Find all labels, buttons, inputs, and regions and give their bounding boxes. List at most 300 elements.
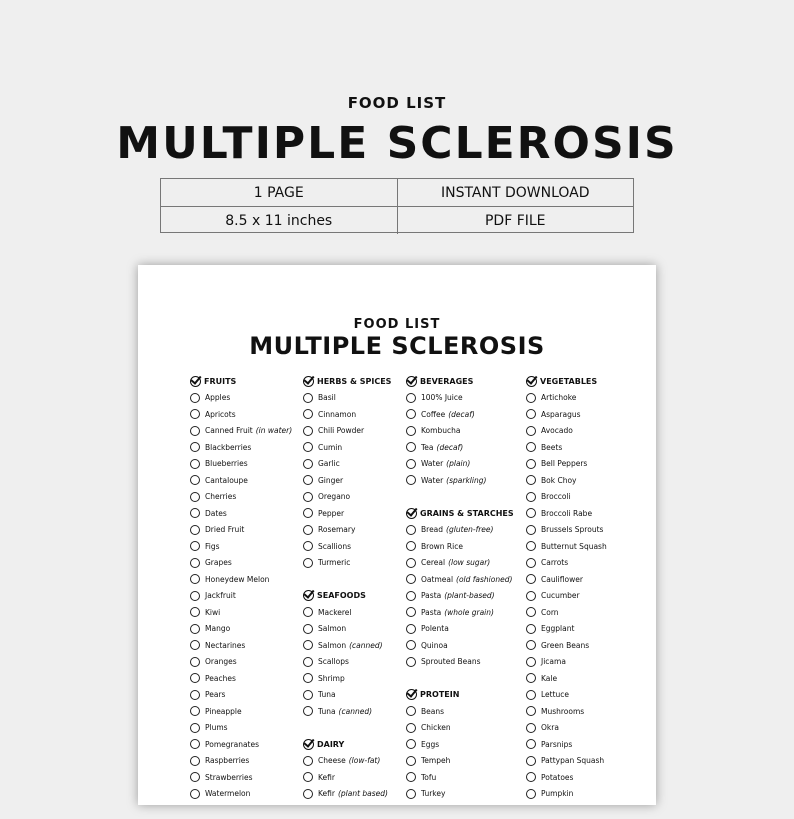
food-item[interactable] xyxy=(406,703,514,720)
checkbox-circle[interactable] xyxy=(526,508,536,518)
food-item[interactable] xyxy=(190,654,292,671)
food-name: Pasta xyxy=(421,591,442,601)
food-item[interactable] xyxy=(406,720,514,737)
food-item[interactable] xyxy=(526,406,607,423)
checkbox-circle[interactable] xyxy=(303,475,313,485)
checkbox-circle[interactable] xyxy=(190,558,200,568)
checkbox-circle[interactable] xyxy=(406,525,416,535)
food-item[interactable] xyxy=(190,687,292,704)
food-item[interactable] xyxy=(406,522,514,539)
food-name: Oregano xyxy=(318,492,351,502)
checkbox-circle[interactable] xyxy=(190,624,200,634)
food-item[interactable] xyxy=(526,621,607,638)
food-item[interactable] xyxy=(526,555,607,572)
food-name: Jackfruit xyxy=(205,591,236,601)
food-item[interactable] xyxy=(406,423,514,440)
food-item[interactable] xyxy=(303,555,391,572)
food-item[interactable] xyxy=(303,769,391,786)
checkbox-circle[interactable] xyxy=(526,739,536,749)
checkbox-circle[interactable] xyxy=(303,508,313,518)
checkbox-circle[interactable] xyxy=(190,574,200,584)
food-item[interactable] xyxy=(190,423,292,440)
food-name: Okra xyxy=(541,723,559,733)
checkbox-circle[interactable] xyxy=(406,459,416,469)
food-name: Artichoke xyxy=(541,393,577,403)
checkbox-circle[interactable] xyxy=(190,591,200,601)
checkbox-circle[interactable] xyxy=(303,772,313,782)
food-item[interactable] xyxy=(526,456,607,473)
food-name: Garlic xyxy=(318,459,340,469)
checkbox-circle[interactable] xyxy=(303,393,313,403)
checkbox-circle[interactable] xyxy=(526,574,536,584)
food-note: (canned) xyxy=(338,706,373,716)
food-name: Rosemary xyxy=(318,525,356,535)
food-name: Blackberries xyxy=(205,442,252,452)
food-name: Scallops xyxy=(318,657,349,667)
food-item[interactable] xyxy=(190,571,292,588)
food-name: Broccoli xyxy=(541,492,571,502)
checkbox-circle[interactable] xyxy=(303,706,313,716)
food-name: Pumpkin xyxy=(541,789,574,799)
food-name: Kale xyxy=(541,673,558,683)
food-item[interactable] xyxy=(406,604,514,621)
checkbox-circle[interactable] xyxy=(526,772,536,782)
checkbox-circle[interactable] xyxy=(190,475,200,485)
checkbox-circle[interactable] xyxy=(406,756,416,766)
food-item[interactable] xyxy=(526,736,607,753)
food-name: Asparagus xyxy=(541,409,581,419)
food-item[interactable] xyxy=(303,687,391,704)
checkbox-circle[interactable] xyxy=(406,426,416,436)
checkbox-circle[interactable] xyxy=(190,409,200,419)
food-item[interactable] xyxy=(303,522,391,539)
food-item[interactable] xyxy=(526,522,607,539)
food-name: Coffee xyxy=(421,409,446,419)
food-name: Ginger xyxy=(318,475,344,485)
top-title: MULTIPLE SCLEROSIS xyxy=(116,118,678,169)
food-item[interactable] xyxy=(406,637,514,654)
top-subtitle: FOOD LIST xyxy=(347,94,447,112)
checkbox-circle[interactable] xyxy=(526,706,536,716)
checkbox-circle[interactable] xyxy=(303,409,313,419)
food-item[interactable] xyxy=(406,439,514,456)
checkbox-circle[interactable] xyxy=(303,459,313,469)
food-item[interactable] xyxy=(406,538,514,555)
category-heading xyxy=(526,373,607,390)
food-name: Eggplant xyxy=(541,624,575,634)
checkbox-circle[interactable] xyxy=(406,475,416,485)
food-note: (in water) xyxy=(255,426,293,436)
food-item[interactable] xyxy=(190,637,292,654)
food-item[interactable] xyxy=(526,423,607,440)
food-item[interactable] xyxy=(303,703,391,720)
food-note: (low sugar) xyxy=(448,558,491,568)
food-name: Chicken xyxy=(421,723,451,733)
category-section xyxy=(190,373,292,802)
category-title: SEAFOODS xyxy=(317,591,366,601)
food-item[interactable] xyxy=(190,406,292,423)
food-item[interactable] xyxy=(190,456,292,473)
food-item[interactable] xyxy=(526,472,607,489)
food-name: Plums xyxy=(205,723,228,733)
checkbox-circle[interactable] xyxy=(406,640,416,650)
food-item[interactable] xyxy=(190,769,292,786)
food-item[interactable] xyxy=(190,736,292,753)
food-item[interactable] xyxy=(526,505,607,522)
food-name: Kefir xyxy=(318,772,335,782)
column-3 xyxy=(406,373,514,819)
info-cell-format: PDF FILE xyxy=(397,207,634,234)
checkbox-circle[interactable] xyxy=(526,393,536,403)
food-item[interactable] xyxy=(303,423,391,440)
checkbox-circle[interactable] xyxy=(406,607,416,617)
food-name: 100% Juice xyxy=(421,393,463,403)
food-item[interactable] xyxy=(190,604,292,621)
food-name: Bread xyxy=(421,525,444,535)
food-item[interactable] xyxy=(303,505,391,522)
checkbox-circle[interactable] xyxy=(303,624,313,634)
info-cell-size: 8.5 x 11 inches xyxy=(225,212,333,229)
food-item[interactable] xyxy=(406,769,514,786)
category-heading xyxy=(406,687,514,704)
checkbox-circle[interactable] xyxy=(190,492,200,502)
checkbox-circle[interactable] xyxy=(406,442,416,452)
food-item[interactable] xyxy=(526,670,607,687)
checkbox-circle[interactable] xyxy=(526,558,536,568)
food-item[interactable] xyxy=(303,637,391,654)
food-item[interactable] xyxy=(303,654,391,671)
food-name: Brown Rice xyxy=(421,541,463,551)
checkbox-circle[interactable] xyxy=(190,756,200,766)
food-name: Cumin xyxy=(318,442,343,452)
food-list-sheet xyxy=(138,265,656,805)
food-name: Sprouted Beans xyxy=(421,657,481,667)
checkbox-circle[interactable] xyxy=(526,525,536,535)
food-item[interactable] xyxy=(303,621,391,638)
food-name: Apricots xyxy=(205,409,236,419)
food-item[interactable] xyxy=(406,571,514,588)
checkbox-circle[interactable] xyxy=(190,706,200,716)
checkbox-circle[interactable] xyxy=(303,426,313,436)
food-item[interactable] xyxy=(190,522,292,539)
food-name: Tuna xyxy=(318,690,336,700)
food-item[interactable] xyxy=(406,654,514,671)
food-item[interactable] xyxy=(190,703,292,720)
food-note: (whole grain) xyxy=(444,607,494,617)
food-name: Mackerel xyxy=(318,607,352,617)
category-title: VEGETABLES xyxy=(540,376,598,386)
food-name: Avocado xyxy=(541,426,573,436)
food-item[interactable] xyxy=(406,555,514,572)
food-name: Eggs xyxy=(421,739,440,749)
food-name: Beets xyxy=(541,442,563,452)
info-row xyxy=(161,206,633,234)
checkbox-circle[interactable] xyxy=(303,492,313,502)
food-item[interactable] xyxy=(526,489,607,506)
checkbox-circle[interactable] xyxy=(190,657,200,667)
food-name: Nectarines xyxy=(205,640,246,650)
food-name: Parsnips xyxy=(541,739,573,749)
food-note: (plain) xyxy=(446,459,471,469)
food-item[interactable] xyxy=(526,769,607,786)
food-item[interactable] xyxy=(303,604,391,621)
food-item[interactable] xyxy=(303,538,391,555)
food-name: Cauliflower xyxy=(541,574,583,584)
food-name: Polenta xyxy=(421,624,449,634)
food-name: Water xyxy=(421,459,444,469)
category-section xyxy=(406,373,514,489)
food-name: Carrots xyxy=(541,558,569,568)
sheet-title: MULTIPLE SCLEROSIS xyxy=(249,332,545,360)
checkbox-circle[interactable] xyxy=(303,657,313,667)
food-note: (old fashioned) xyxy=(456,574,513,584)
checkbox-circle[interactable] xyxy=(406,541,416,551)
food-item[interactable] xyxy=(526,571,607,588)
food-item[interactable] xyxy=(190,588,292,605)
food-name: Broccoli Rabe xyxy=(541,508,593,518)
food-item[interactable] xyxy=(190,489,292,506)
food-item[interactable] xyxy=(303,439,391,456)
column-4 xyxy=(526,373,607,819)
checkbox-circle[interactable] xyxy=(303,558,313,568)
checkbox-circle[interactable] xyxy=(190,442,200,452)
food-item[interactable] xyxy=(406,753,514,770)
food-item[interactable] xyxy=(526,538,607,555)
food-name: Cantaloupe xyxy=(205,475,248,485)
info-row xyxy=(161,179,633,206)
food-name: Potatoes xyxy=(541,772,574,782)
checkmark-circle-icon xyxy=(406,689,417,700)
food-name: Tea xyxy=(421,442,434,452)
category-title: PROTEIN xyxy=(420,690,460,700)
food-item[interactable] xyxy=(190,439,292,456)
food-item[interactable] xyxy=(526,390,607,407)
food-item[interactable] xyxy=(406,456,514,473)
food-name: Tofu xyxy=(421,772,437,782)
food-name: Apples xyxy=(205,393,231,403)
food-item[interactable] xyxy=(190,538,292,555)
checkbox-circle[interactable] xyxy=(190,772,200,782)
food-name: Bok Choy xyxy=(541,475,577,485)
checkbox-circle[interactable] xyxy=(526,607,536,617)
food-name: Figs xyxy=(205,541,220,551)
food-item[interactable] xyxy=(190,472,292,489)
food-note: (low-fat) xyxy=(348,756,381,766)
category-section xyxy=(303,588,391,720)
food-item[interactable] xyxy=(190,720,292,737)
food-name: Oatmeal xyxy=(421,574,454,584)
food-name: Beans xyxy=(421,706,445,716)
food-name: Pattypan Squash xyxy=(541,756,605,766)
category-heading xyxy=(190,373,292,390)
checkbox-circle[interactable] xyxy=(190,541,200,551)
food-name: Cheese xyxy=(318,756,346,766)
checkbox-circle[interactable] xyxy=(526,624,536,634)
checkbox-circle[interactable] xyxy=(190,393,200,403)
food-item[interactable] xyxy=(406,588,514,605)
checkbox-circle[interactable] xyxy=(526,409,536,419)
checkbox-circle[interactable] xyxy=(303,640,313,650)
checkbox-circle[interactable] xyxy=(526,673,536,683)
food-item[interactable] xyxy=(303,456,391,473)
food-item[interactable] xyxy=(526,703,607,720)
food-name: Salmon xyxy=(318,640,347,650)
food-name: Tempeh xyxy=(421,756,451,766)
food-name: Jicama xyxy=(541,657,566,667)
column-1 xyxy=(190,373,292,819)
food-name: Corn xyxy=(541,607,559,617)
category-title: FRUITS xyxy=(204,376,237,386)
food-item[interactable] xyxy=(190,753,292,770)
checkbox-circle[interactable] xyxy=(406,723,416,733)
food-name: Shrimp xyxy=(318,673,345,683)
info-cell-pages: 1 PAGE xyxy=(253,184,304,201)
food-name: Cereal xyxy=(421,558,446,568)
food-item[interactable] xyxy=(526,654,607,671)
food-name: Lettuce xyxy=(541,690,570,700)
food-name: Cherries xyxy=(205,492,237,502)
food-item[interactable] xyxy=(303,472,391,489)
category-heading xyxy=(303,588,391,605)
checkbox-circle[interactable] xyxy=(526,459,536,469)
checkbox-circle[interactable] xyxy=(526,426,536,436)
food-name: Kombucha xyxy=(421,426,461,436)
food-item[interactable] xyxy=(303,753,391,770)
checkbox-circle[interactable] xyxy=(406,591,416,601)
category-heading xyxy=(303,736,391,753)
category-title: BEVERAGES xyxy=(420,376,474,386)
category-section xyxy=(526,373,607,802)
checkbox-circle[interactable] xyxy=(526,475,536,485)
food-item[interactable] xyxy=(526,637,607,654)
checkbox-circle[interactable] xyxy=(190,525,200,535)
checkbox-circle[interactable] xyxy=(526,541,536,551)
checkbox-circle[interactable] xyxy=(190,459,200,469)
food-item[interactable] xyxy=(406,390,514,407)
column-2 xyxy=(303,373,391,819)
food-name: Brussels Sprouts xyxy=(541,525,604,535)
food-name: Mushrooms xyxy=(541,706,585,716)
sheet-subtitle: FOOD LIST xyxy=(353,317,441,332)
food-item[interactable] xyxy=(190,621,292,638)
food-item[interactable] xyxy=(406,736,514,753)
checkmark-circle-icon xyxy=(406,508,417,519)
food-item[interactable] xyxy=(303,489,391,506)
checkbox-circle[interactable] xyxy=(406,772,416,782)
checkbox-circle[interactable] xyxy=(406,558,416,568)
food-name: Honeydew Melon xyxy=(205,574,270,584)
info-cell-download: INSTANT DOWNLOAD xyxy=(397,179,634,206)
checkbox-circle[interactable] xyxy=(526,442,536,452)
checkbox-circle[interactable] xyxy=(190,723,200,733)
checkbox-circle[interactable] xyxy=(303,690,313,700)
checkmark-circle-icon xyxy=(406,376,417,387)
checkmark-circle-icon xyxy=(190,376,201,387)
checkmark-circle-icon xyxy=(303,376,314,387)
checkbox-circle[interactable] xyxy=(303,673,313,683)
food-note: (decaf) xyxy=(448,409,475,419)
category-section xyxy=(303,373,391,571)
food-item[interactable] xyxy=(190,505,292,522)
checkbox-circle[interactable] xyxy=(190,640,200,650)
food-name: Kiwi xyxy=(205,607,221,617)
food-item[interactable] xyxy=(526,753,607,770)
food-note: (decaf) xyxy=(436,442,464,452)
food-name: Raspberries xyxy=(205,756,250,766)
food-name: Tuna xyxy=(318,706,336,716)
food-item[interactable] xyxy=(526,687,607,704)
checkbox-circle[interactable] xyxy=(526,492,536,502)
category-heading xyxy=(406,373,514,390)
food-name: Scallions xyxy=(318,541,351,551)
checkbox-circle[interactable] xyxy=(526,591,536,601)
checkbox-circle[interactable] xyxy=(190,673,200,683)
food-name: Quinoa xyxy=(421,640,448,650)
food-note: (sparkling) xyxy=(446,475,487,485)
checkbox-circle[interactable] xyxy=(406,657,416,667)
food-item[interactable] xyxy=(406,472,514,489)
checkbox-circle[interactable] xyxy=(406,706,416,716)
checkbox-circle[interactable] xyxy=(303,607,313,617)
checkmark-circle-icon xyxy=(303,739,314,750)
food-item[interactable] xyxy=(406,621,514,638)
food-name: Strawberries xyxy=(205,772,253,782)
food-name: Peaches xyxy=(205,673,236,683)
checkbox-circle[interactable] xyxy=(406,409,416,419)
food-item[interactable] xyxy=(303,406,391,423)
checkbox-circle[interactable] xyxy=(190,607,200,617)
food-item[interactable] xyxy=(526,588,607,605)
food-item[interactable] xyxy=(303,390,391,407)
category-section xyxy=(303,736,391,802)
food-item[interactable] xyxy=(190,670,292,687)
checkbox-circle[interactable] xyxy=(303,756,313,766)
food-name: Chili Powder xyxy=(318,426,365,436)
food-name: Cucumber xyxy=(541,591,580,601)
food-item[interactable] xyxy=(526,439,607,456)
checkbox-circle[interactable] xyxy=(526,657,536,667)
checkbox-circle[interactable] xyxy=(190,690,200,700)
checkbox-circle[interactable] xyxy=(406,574,416,584)
food-name: Cinnamon xyxy=(318,409,357,419)
checkbox-circle[interactable] xyxy=(406,739,416,749)
checkbox-circle[interactable] xyxy=(190,508,200,518)
checkbox-circle[interactable] xyxy=(526,690,536,700)
checkbox-circle[interactable] xyxy=(303,541,313,551)
food-item[interactable] xyxy=(526,604,607,621)
checkbox-circle[interactable] xyxy=(526,756,536,766)
food-item[interactable] xyxy=(190,390,292,407)
checkbox-circle[interactable] xyxy=(526,723,536,733)
checkbox-circle[interactable] xyxy=(406,624,416,634)
checkbox-circle[interactable] xyxy=(303,442,313,452)
food-item[interactable] xyxy=(303,670,391,687)
food-item[interactable] xyxy=(526,720,607,737)
food-name: Kefir xyxy=(318,789,335,799)
info-table xyxy=(160,178,634,233)
category-section xyxy=(406,505,514,670)
food-note: (canned) xyxy=(349,640,383,650)
checkbox-circle[interactable] xyxy=(190,739,200,749)
checkbox-circle[interactable] xyxy=(526,640,536,650)
checkbox-circle[interactable] xyxy=(406,393,416,403)
food-name: Dried Fruit xyxy=(205,525,245,535)
food-item[interactable] xyxy=(406,406,514,423)
food-name: Canned Fruit xyxy=(205,426,253,436)
checkbox-circle[interactable] xyxy=(303,525,313,535)
food-item[interactable] xyxy=(190,555,292,572)
checkbox-circle[interactable] xyxy=(190,426,200,436)
